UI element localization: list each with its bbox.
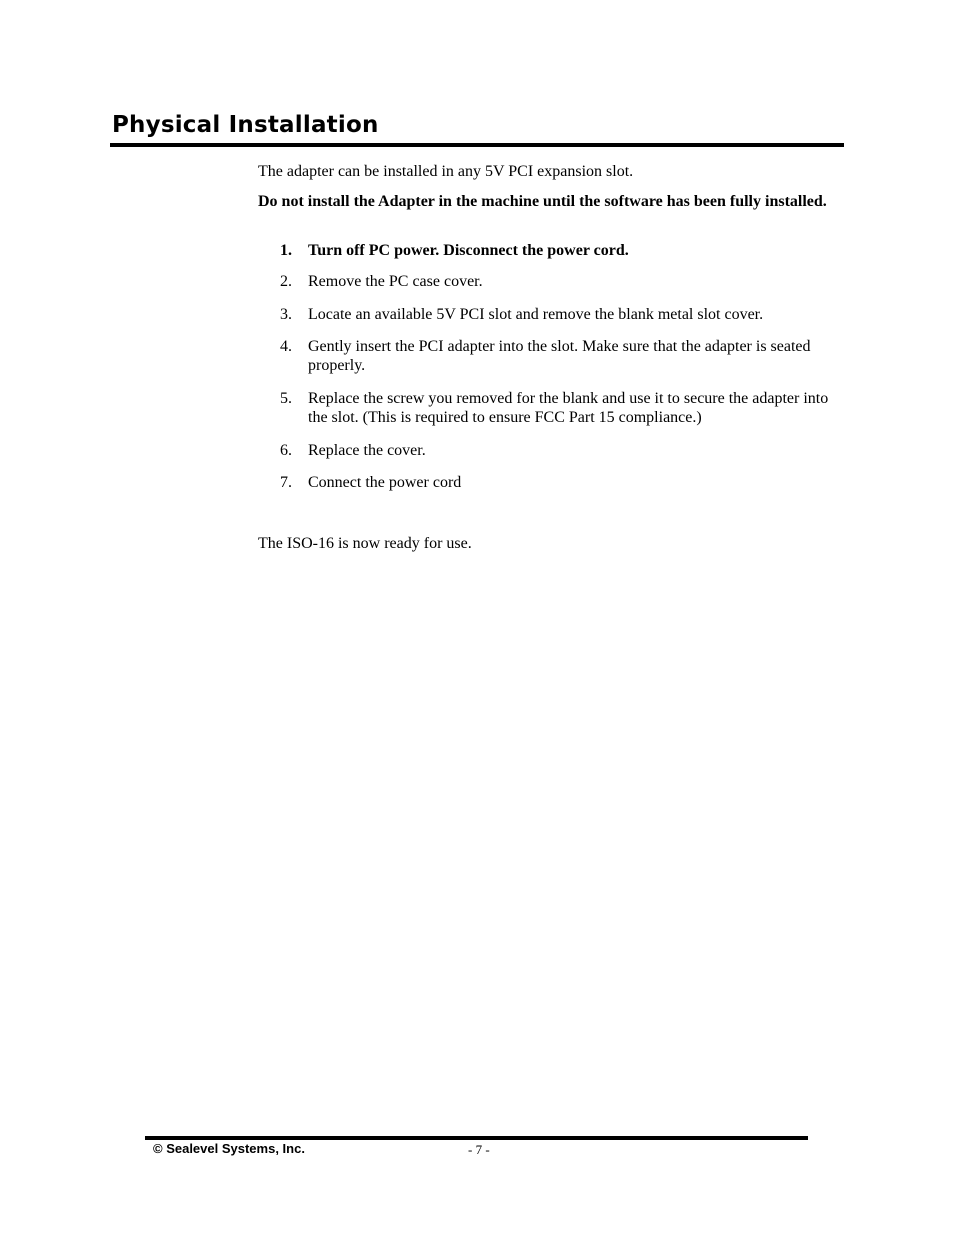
page-title: Physical Installation <box>112 112 379 138</box>
step-text: Replace the screw you removed for the blank and use it to secure the adapter into the slot. (This is required to ensure FCC Part 15 compliance.) <box>308 390 829 426</box>
step-number: 6. <box>280 442 292 459</box>
step-item <box>280 337 840 375</box>
step-number: 3. <box>280 306 292 323</box>
step-number: 4. <box>280 338 292 355</box>
step-text: Replace the cover. <box>308 442 426 459</box>
intro-paragraph: The adapter can be installed in any 5V PCI expansion slot. <box>258 163 634 180</box>
step-text: Remove the PC case cover. <box>308 273 483 290</box>
closing-paragraph: The ISO-16 is now ready for use. <box>258 535 472 552</box>
step-text: Connect the power cord <box>308 474 462 491</box>
step-item <box>280 389 840 427</box>
step-item <box>280 441 840 460</box>
step-text: Gently insert the PCI adapter into the slot. Make sure that the adapter is seated properly. <box>308 338 811 374</box>
step-item <box>280 272 840 291</box>
step-item <box>280 473 840 492</box>
warning-paragraph: Do not install the Adapter in the machine until the software has been fully installed. <box>258 193 827 210</box>
footer-copyright: © Sealevel Systems, Inc. <box>153 1141 305 1156</box>
step-item <box>280 241 840 260</box>
title-rule <box>110 143 844 147</box>
step-number: 7. <box>280 474 292 491</box>
footer-rule <box>145 1136 808 1140</box>
step-number: 1. <box>280 242 292 259</box>
step-text: Locate an available 5V PCI slot and remove the blank metal slot cover. <box>308 306 764 323</box>
page-number: - 7 - <box>468 1142 490 1157</box>
step-item <box>280 305 840 324</box>
step-text: Turn off PC power. Disconnect the power cord. <box>308 242 629 259</box>
step-number: 5. <box>280 390 292 407</box>
step-number: 2. <box>280 273 292 290</box>
